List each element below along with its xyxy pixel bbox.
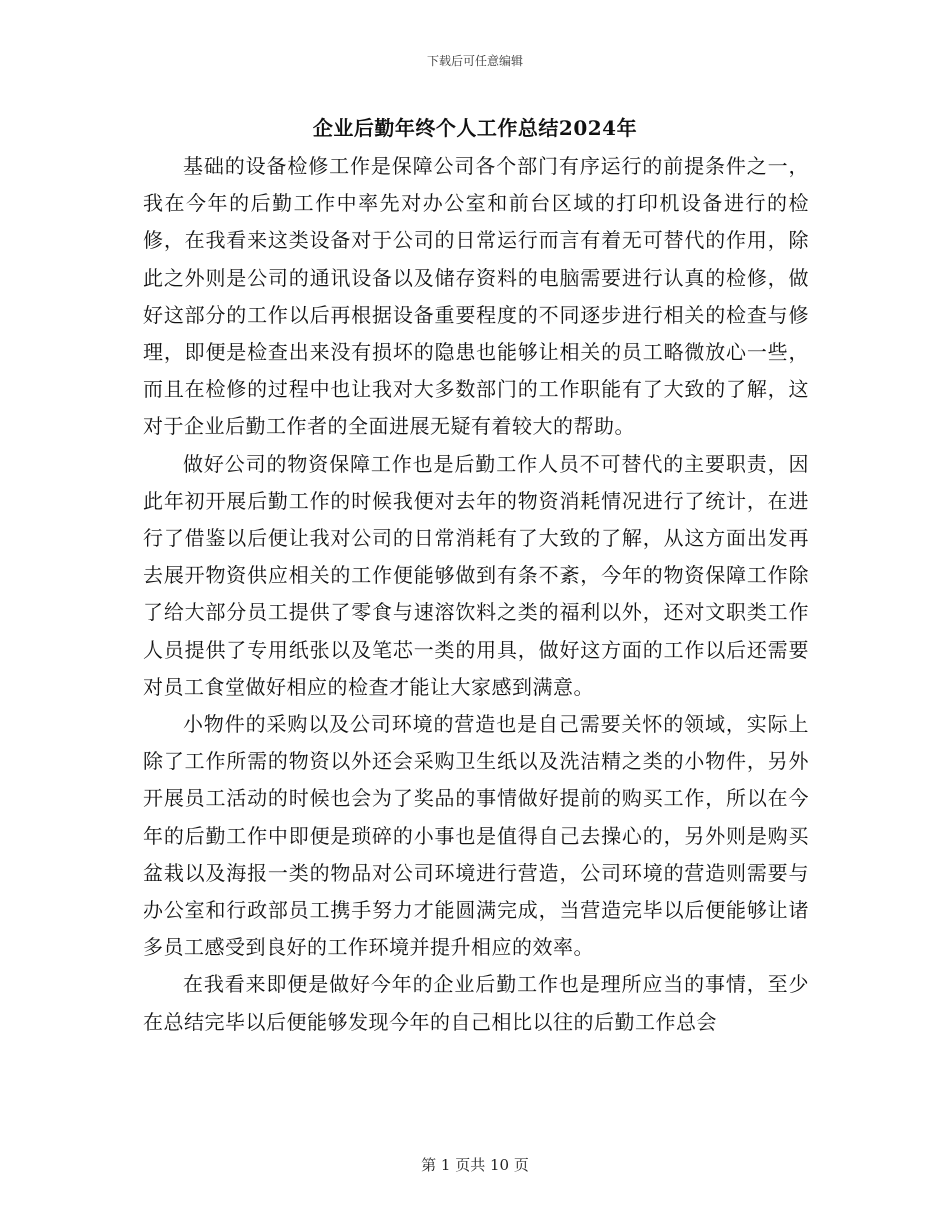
paragraph: 基础的设备检修工作是保障公司各个部门有序运行的前提条件之一，我在今年的后勤工作中率先对办公室和前台区域的打印机设备进行的检修，在我看来这类设备对于公司的日常运行而言有着无可替代的作用，除此之外则是公司的通讯设备以及储存资料的电脑需要进行认真的检修，做好这部分的工作以后再根据设备重要程度的不同逐步进行相关的检查与修理，即便是检查出来没有损坏的隐患也能够让相关的员工略微放心一些，而且在检修的过程中也让我对大多数部门的工作职能有了大致的了解，这对于企业后勤工作者的全面进展无疑有着较大的帮助。 <box>143 154 809 439</box>
paragraph: 小物件的采购以及公司环境的营造也是自己需要关怀的领域，实际上除了工作所需的物资以外还会采购卫生纸以及洗洁精之类的小物件，另外开展员工活动的时候也会为了奖品的事情做好提前的购买工作，所以在今年的后勤工作中即便是琐碎的小事也是值得自己去操心的，另外则是购买盆栽以及海报一类的物品对公司环境进行营造，公司环境的营造则需要与办公室和行政部员工携手努力才能圆满完成，当营造完毕以后便能够让诸多员工感受到良好的工作环境并提升相应的效率。 <box>143 712 809 960</box>
page-number: 第 1 页共 10 页 <box>421 1156 529 1174</box>
paragraph: 做好公司的物资保障工作也是后勤工作人员不可替代的主要职责，因此年初开展后勤工作的时候我便对去年的物资消耗情况进行了统计，在进行了借鉴以后便让我对公司的日常消耗有了大致的了解，从这方面出发再去展开物资供应相关的工作便能够做到有条不紊，今年的物资保障工作除了给大部分员工提供了零食与速溶饮料之类的福利以外，还对文职类工作人员提供了专用纸张以及笔芯一类的用具，做好这方面的工作以后还需要对员工食堂做好相应的检查才能让大家感到满意。 <box>143 451 809 699</box>
paragraph: 在我看来即便是做好今年的企业后勤工作也是理所应当的事情，至少在总结完毕以后便能够发现今年的自己相比以往的后勤工作总会 <box>143 972 809 1034</box>
page-header-note: 下载后可任意编辑 <box>426 54 523 68</box>
document-title: 企业后勤年终个人工作总结2024年 <box>312 116 638 140</box>
document-body <box>143 148 809 1041</box>
